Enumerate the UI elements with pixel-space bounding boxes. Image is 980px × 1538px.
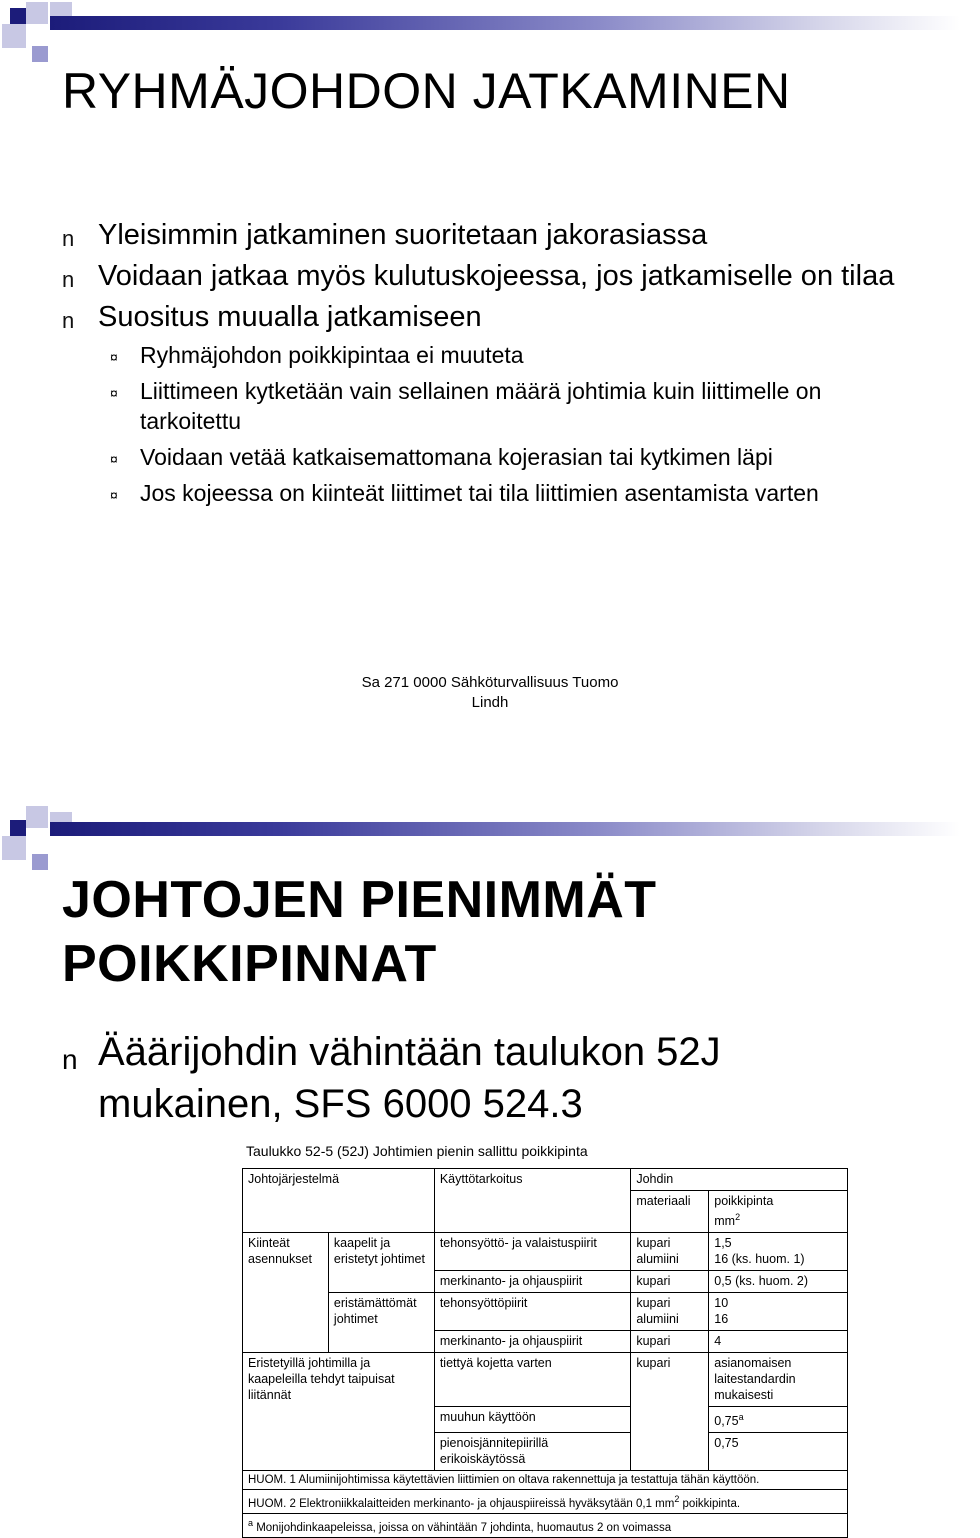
- decor-square: [2, 836, 26, 860]
- table-note-row: [243, 1490, 848, 1514]
- slide1-bullet-list: [62, 217, 922, 514]
- header-cell: materiaali: [631, 1191, 709, 1233]
- table-cell: 0,5 (ks. huom. 2): [709, 1271, 848, 1293]
- sub-bullet-marker: ¤: [110, 487, 118, 503]
- table-note-row: [243, 1471, 848, 1490]
- decor-square: [32, 854, 48, 870]
- table-cell: eristämättömät johtimet: [328, 1293, 434, 1353]
- table-cell: tiettyä kojetta varten: [434, 1353, 631, 1407]
- cell-line: 16 (ks. huom. 1): [714, 1252, 805, 1267]
- table-cell: pienoisjännitepiirillä erikoiskäytössä: [434, 1433, 631, 1471]
- slide2-title-line: JOHTOJEN PIENIMMÄT: [62, 871, 657, 929]
- table-caption: Taulukko 52-5 (52J) Johtimien pienin sallittu poikkipinta: [246, 1143, 588, 1159]
- sub-bullet-text: Ryhmäjohdon poikkipintaa ei muuteta: [140, 342, 524, 368]
- table-cell: 0,75: [709, 1433, 848, 1471]
- header-cell: Käyttötarkoitus: [434, 1169, 631, 1233]
- table-cell: [709, 1233, 848, 1271]
- table-cell: [631, 1233, 709, 1271]
- bullet-marker: n: [62, 226, 75, 251]
- decor-bar: [50, 822, 960, 836]
- header-text: poikkipinta: [714, 1194, 774, 1208]
- table-note: [243, 1514, 848, 1538]
- decor-square: [26, 806, 48, 828]
- unit-text: mm: [714, 1214, 736, 1229]
- bullet-marker: n: [62, 267, 75, 292]
- footer-line: Sa 271 0000 Sähköturvallisuus Tuomo: [361, 674, 619, 691]
- table-note: [243, 1490, 848, 1514]
- bullet-text: Suositus muualla jatkamiseen: [98, 301, 482, 333]
- header-band-top: [0, 0, 960, 64]
- table-cell: [631, 1293, 709, 1331]
- cross-section-table: [242, 1168, 848, 1538]
- decor-square: [10, 8, 26, 24]
- header-cell: Johdin: [631, 1169, 848, 1191]
- sub-bullet-text: Voidaan vetää katkaisemattomana kojerasian tai kytkimen läpi: [140, 444, 773, 470]
- sub-bullet-item: [62, 478, 922, 508]
- bullet-text: Yleisimmin jatkaminen suoritetaan jakorasiassa: [98, 219, 708, 251]
- bullet-item: [62, 299, 922, 336]
- table-row: [243, 1353, 848, 1407]
- header-band-second: [0, 806, 960, 870]
- table-cell: kaapelit ja eristetyt johtimet: [328, 1233, 434, 1293]
- sub-bullet-text: Jos kojeessa on kiinteät liittimet tai tila liittimien asentamista varten: [140, 480, 819, 506]
- bullet-marker: n: [62, 308, 75, 333]
- decor-square: [26, 2, 48, 24]
- table-cell: merkinanto- ja ohjauspiirit: [434, 1331, 631, 1353]
- unit-sup: 2: [735, 1212, 741, 1222]
- table-cell: tehonsyöttöpiirit: [434, 1293, 631, 1331]
- footer-line: Lindh: [471, 694, 509, 711]
- table-cell: tehonsyöttö- ja valaistuspiirit: [434, 1233, 631, 1271]
- table-cell: Eristetyillä johtimilla ja kaapeleilla tehdyt taipuisat liitännät: [243, 1353, 435, 1471]
- decor-square: [32, 46, 48, 62]
- bullet-text: Voidaan jatkaa myös kulutuskojeessa, jos jatkamiselle on tilaa: [98, 260, 895, 292]
- footnote-mark: a: [738, 1412, 744, 1423]
- note-text: Monijohdinkaapeleissa, joissa on vähintään 7 johdinta, huomautus 2 on voimassa: [253, 1521, 672, 1534]
- slide2-title-line: POIKKIPINNAT: [62, 935, 437, 993]
- sub-bullet-item: [62, 340, 922, 370]
- slide1-footer: [0, 673, 980, 713]
- table-note: HUOM. 1 Alumiinijohtimissa käytettävien liittimien on oltava rakennettuja ja testattuja tähän käyttöön.: [243, 1471, 848, 1490]
- bullet-item: [62, 258, 922, 295]
- sub-bullet-text: Liittimeen kytketään vain sellainen määrä johtimia kuin liittimelle on tarkoitettu: [140, 378, 822, 434]
- bullet-text-line: mukainen, SFS 6000 524.3: [98, 1082, 583, 1126]
- cell-line: 1,5: [714, 1236, 732, 1251]
- cell-line: alumiini: [636, 1252, 679, 1267]
- sub-bullet-item: [62, 442, 922, 472]
- cell-line: 10: [714, 1296, 729, 1311]
- table-cell: kupari: [631, 1353, 709, 1471]
- table-cell: [709, 1293, 848, 1331]
- slide2-title: [62, 868, 657, 996]
- sub-bullet-marker: ¤: [110, 349, 118, 365]
- header-cell: [709, 1191, 848, 1233]
- slide1-title: RYHMÄJOHDON JATKAMINEN: [62, 63, 791, 119]
- table-cell: merkinanto- ja ohjauspiirit: [434, 1271, 631, 1293]
- table-cell: kupari: [631, 1271, 709, 1293]
- decor-bar: [50, 16, 960, 30]
- bullet-text-line: Ääärijohdin vähintään taulukon 52J: [98, 1030, 721, 1074]
- table-row: [243, 1293, 848, 1331]
- cell-line: alumiini: [636, 1312, 679, 1327]
- table-cell: 4: [709, 1331, 848, 1353]
- table-cell: kupari: [631, 1331, 709, 1353]
- cell-line: 16: [714, 1312, 729, 1327]
- cell-value: 0,75: [714, 1414, 739, 1429]
- footnote-mark: a: [248, 1518, 254, 1529]
- table-cell: Kiinteät asennukset: [243, 1233, 329, 1353]
- cell-line: kupari: [636, 1236, 671, 1251]
- table-cell: muuhun käyttöön: [434, 1407, 631, 1433]
- table-row: [243, 1233, 848, 1271]
- sub-bullet-marker: ¤: [110, 451, 118, 467]
- note-sup: 2: [674, 1494, 680, 1505]
- sub-bullet-marker: ¤: [110, 385, 118, 401]
- note-text: HUOM. 2 Elektroniikkalaitteiden merkinanto- ja ohjauspiireissä hyväksytään 0,1 mm: [248, 1498, 675, 1511]
- decor-square: [2, 24, 26, 48]
- header-cell: Johtojärjestelmä: [243, 1169, 435, 1233]
- slide2-bullet: [62, 1026, 922, 1130]
- bullet-marker: n: [62, 1044, 78, 1075]
- sub-bullet-item: [62, 376, 922, 436]
- decor-square: [10, 820, 26, 836]
- table-note-row: [243, 1514, 848, 1538]
- table-cell: [709, 1407, 848, 1433]
- bullet-item: [62, 217, 922, 254]
- table-row: [243, 1169, 848, 1191]
- cell-line: kupari: [636, 1296, 671, 1311]
- note-text: poikkipinta.: [679, 1498, 741, 1511]
- table-cell: asianomaisen laitestandardin mukaisesti: [709, 1353, 848, 1407]
